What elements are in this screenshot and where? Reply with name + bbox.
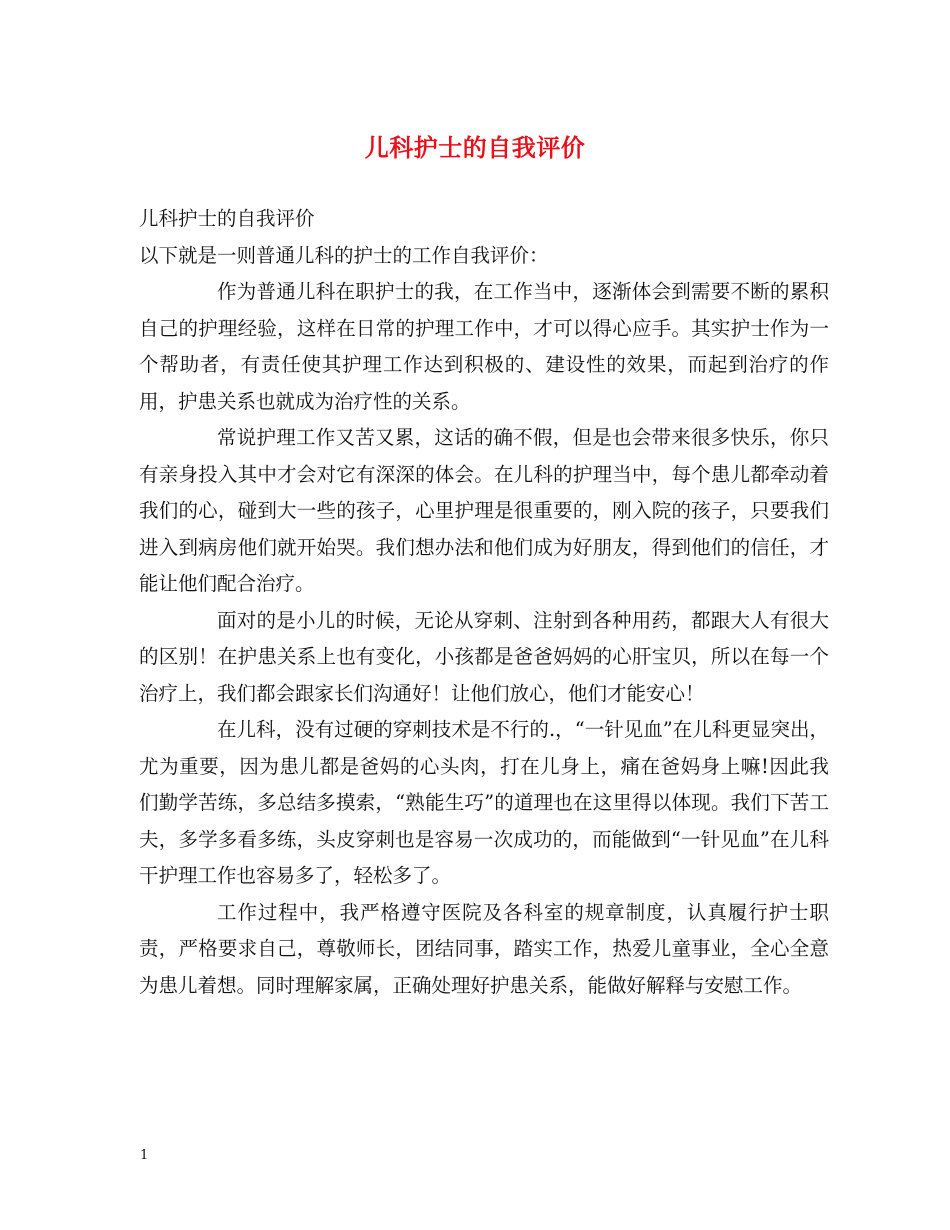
paragraph-4: 在儿科，没有过硬的穿刺技术是不行的.，“一针见血”在儿科更显突出，尤为重要，因为患儿都是爸妈的心头肉，打在儿身上，痛在爸妈身上嘛!因此我们勤学苦练，多总结多摸索，“熟能生巧”的道理也在这里得以体现。我们下苦工夫，多学多看多练，头皮穿刺也是容易一次成功的，而能做到“一针见血”在儿科干护理工作也容易多了，轻松多了。 — [139, 718, 829, 887]
paragraph-3: 面对的是小儿的时候，无论从穿刺、注射到各种用药，都跟大人有很大的区别！在护患关系上也有变化，小孩都是爸爸妈妈的心肝宝贝，所以在每一个治疗上，我们都会跟家长们沟通好！让他们放心，他们才能安心！ — [139, 608, 829, 705]
document-title: 儿科护士的自我评价 — [364, 133, 586, 162]
paragraph-1: 作为普通儿科在职护士的我，在工作当中，逐渐体会到需要不断的累积自己的护理经验，这样在日常的护理工作中，才可以得心应手。其实护士作为一个帮助者，有责任使其护理工作达到积极的、建设性的效果，而起到治疗的作用，护患关系也就成为治疗性的关系。 — [139, 280, 829, 413]
paragraph-5: 工作过程中，我严格遵守医院及各科室的规章制度，认真履行护士职责，严格要求自己，尊敬师长，团结同事，踏实工作，热爱儿童事业，全心全意为患儿着想。同时理解家属，正确处理好护患关系，能做好解释与安慰工作。 — [139, 900, 829, 997]
page-number: 1 — [140, 1148, 149, 1163]
paragraph-2: 常说护理工作又苦又累，这话的确不假，但是也会带来很多快乐，你只有亲身投入其中才会对它有深深的体会。在儿科的护理当中，每个患儿都牵动着我们的心，碰到大一些的孩子，心里护理是很重要的，刚入院的孩子，只要我们进入到病房他们就开始哭。我们想办法和他们成为好朋友，得到他们的信任，才能让他们配合治疗。 — [139, 426, 829, 595]
intro-line: 以下就是一则普通儿科的护士的工作自我评价： — [139, 243, 549, 267]
subtitle-line: 儿科护士的自我评价 — [139, 207, 315, 230]
document-body — [139, 201, 829, 1004]
